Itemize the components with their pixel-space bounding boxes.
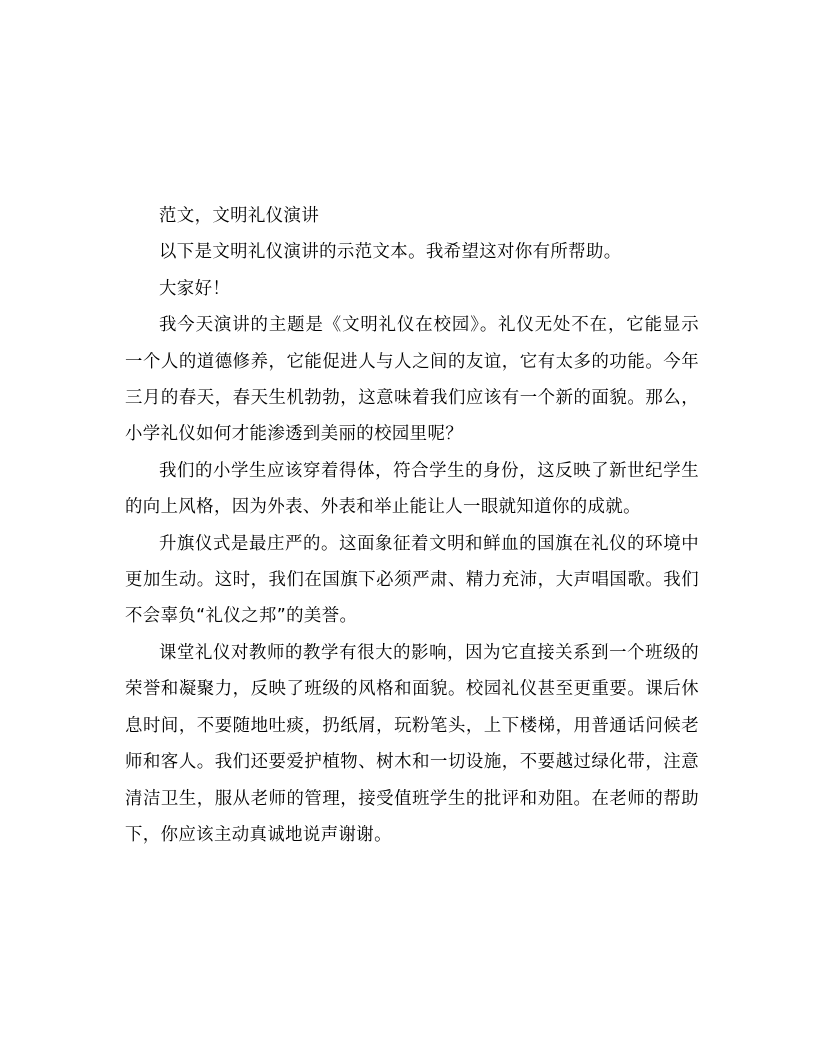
document-title: 范文，文明礼仪演讲 xyxy=(159,206,320,226)
body-paragraph: 我今天演讲的主题是《文明礼仪在校园》。礼仪无处不在，它能显示一个人的道德修养，它能促进人与人之间的友谊，它有太多的功能。今年三月的春天，春天生机勃勃，这意味着我们应该有一个新的面貌。那么，小学礼仪如何才能渗透到美丽的校园里呢？ xyxy=(125,315,699,445)
body-paragraph: 课堂礼仪对教师的教学有很大的影响，因为它直接关系到一个班级的荣誉和凝聚力，反映了班级的风格和面貌。校园礼仪甚至更重要。课后休息时间，不要随地吐痰，扔纸屑，玩粉笔头，上下楼梯，用普通话问候老师和客人。我们还要爱护植物、树木和一切设施，不要越过绿化带，注意清洁卫生，服从老师的管理，接受值班学生的批评和劝阻。在老师的帮助下，你应该主动真诚地说声谢谢。 xyxy=(125,642,699,845)
body-paragraph: 升旗仪式是最庄严的。这面象征着文明和鲜血的国旗在礼仪的环境中更加生动。这时，我们在国旗下必须严肃、精力充沛，大声唱国歌。我们不会辜负“礼仪之邦”的美誉。 xyxy=(125,533,699,627)
greeting-paragraph: 大家好！ xyxy=(159,278,231,299)
body-paragraph: 我们的小学生应该穿着得体，符合学生的身份，这反映了新世纪学生的向上风格，因为外表、外表和举止能让人一眼就知道你的成就。 xyxy=(125,460,699,518)
document-body xyxy=(125,198,699,853)
intro-paragraph: 以下是文明礼仪演讲的示范文本。我希望这对你有所帮助。 xyxy=(159,242,622,263)
